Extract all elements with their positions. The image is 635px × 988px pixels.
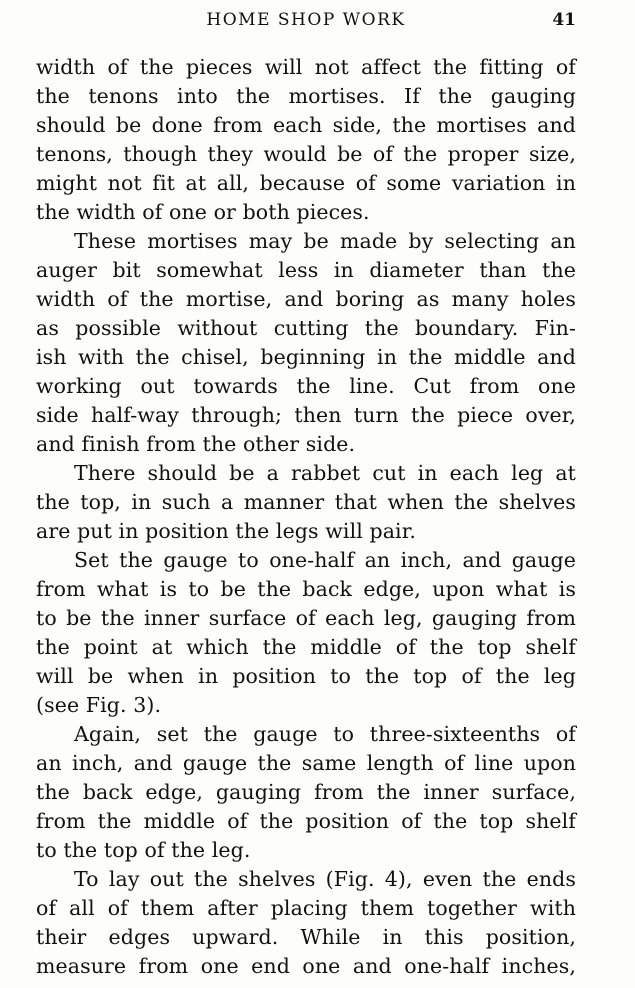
text-line: width of the mortise, and boring as many holes — [36, 287, 576, 311]
text-line: side half-way through; then turn the piece over, — [36, 403, 576, 427]
text-line: working out towards the line. Cut from one — [36, 374, 576, 398]
text-line: should be done from each side, the mortises and — [36, 113, 576, 137]
text-line: auger bit somewhat less in diameter than the — [36, 258, 576, 282]
text-line: as possible without cutting the boundary. Fin- — [36, 316, 576, 340]
text-line: might not fit at all, because of some variation in — [36, 171, 576, 195]
text-line: are put in position the legs will pair. — [36, 519, 416, 543]
text-line: and finish from the other side. — [36, 432, 356, 456]
running-head — [36, 8, 576, 32]
text-line: the tenons into the mortises. If the gauging — [36, 84, 576, 108]
text-line: of all of them after placing them together with — [36, 896, 576, 920]
text-line: from what is to be the back edge, upon what is — [36, 577, 576, 601]
text-line: to the top of the leg. — [36, 838, 251, 862]
text-line: the point at which the middle of the top shelf — [36, 635, 576, 659]
text-line: There should be a rabbet cut in each leg at — [74, 461, 576, 485]
text-line: width of the pieces will not affect the fitting of — [36, 55, 576, 79]
text-line: an inch, and gauge the same length of line upon — [36, 751, 576, 775]
running-title: HOME SHOP WORK — [206, 10, 406, 30]
text-line: These mortises may be made by selecting an — [74, 229, 576, 253]
text-line: tenons, though they would be of the proper size, — [36, 142, 576, 166]
text-line: from the middle of the position of the top shelf — [36, 809, 576, 833]
text-line: the back edge, gauging from the inner surface, — [36, 780, 576, 804]
text-line: Again, set the gauge to three-sixteenths of — [74, 722, 576, 746]
page-number: 41 — [552, 10, 576, 30]
text-line: To lay out the shelves (Fig. 4), even the ends — [74, 867, 576, 891]
body-text — [36, 53, 576, 981]
text-line: to be the inner surface of each leg, gauging from — [36, 606, 576, 630]
text-line: their edges upward. While in this position, — [36, 925, 576, 949]
text-line: the top, in such a manner that when the shelves — [36, 490, 576, 514]
text-line: (see Fig. 3). — [36, 693, 162, 717]
text-line: will be when in position to the top of the leg — [36, 664, 576, 688]
text-line: measure from one end one and one-half inches, — [36, 954, 576, 978]
text-line: Set the gauge to one-half an inch, and gauge — [74, 548, 576, 572]
text-line: the width of one or both pieces. — [36, 200, 370, 224]
text-line: ish with the chisel, beginning in the middle and — [36, 345, 576, 369]
